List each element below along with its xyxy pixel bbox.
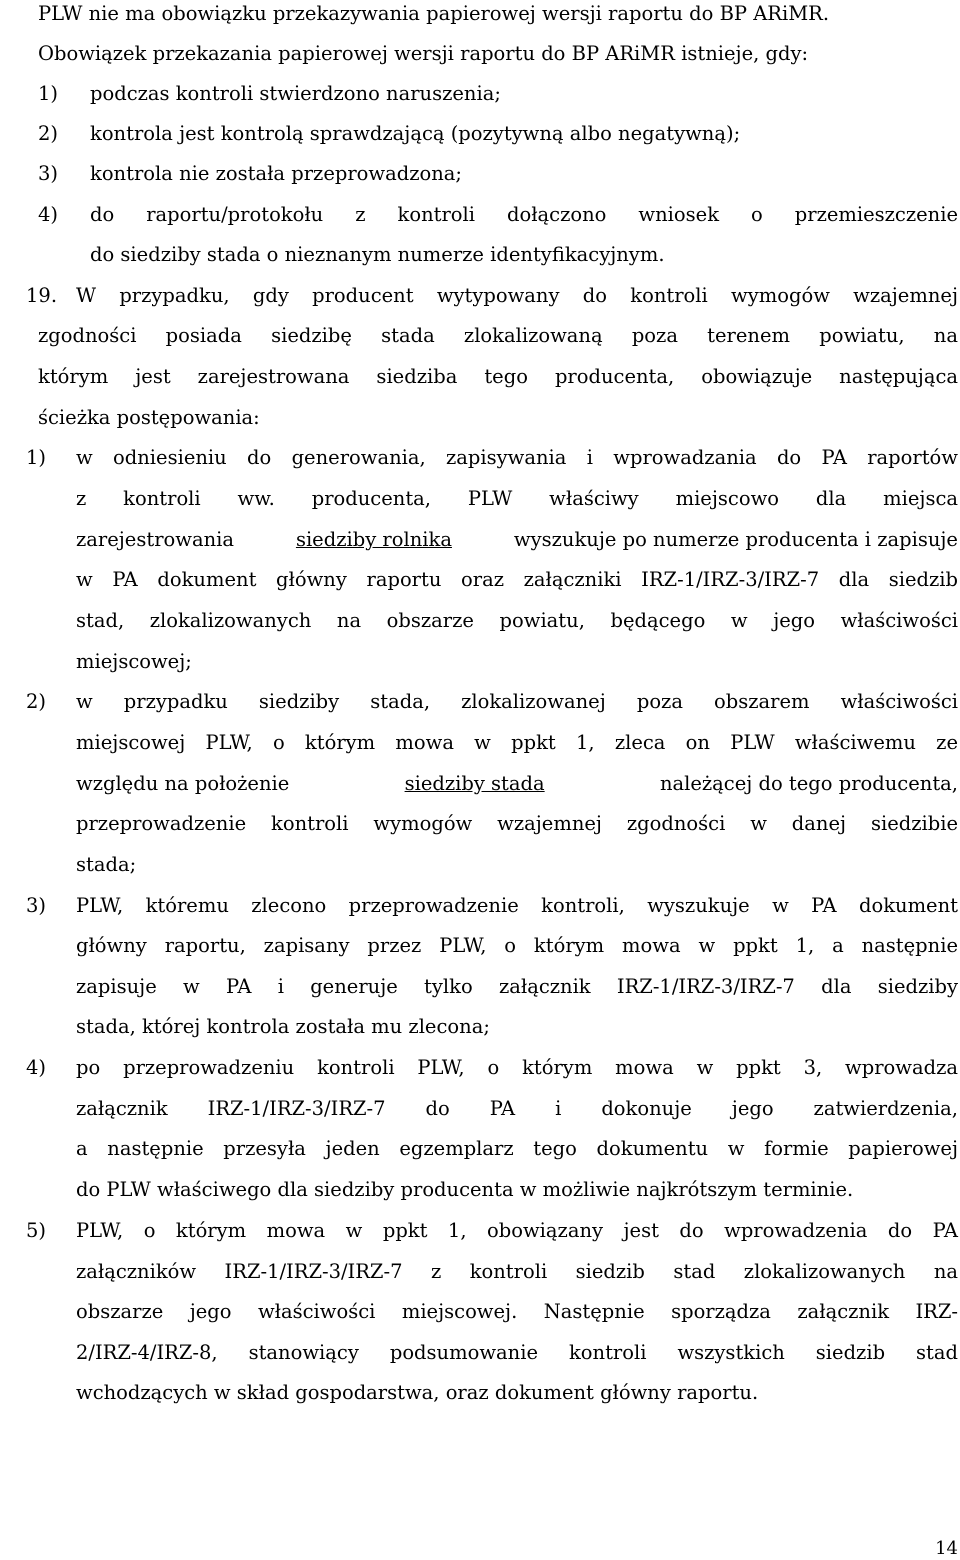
underlined-term: siedziby rolnika <box>295 528 452 551</box>
section-text: W przypadku, gdy producent wytypowany do kontroli wymogów wzajemnej <box>76 284 958 307</box>
list-item-text: załączników IRZ-1/IRZ-3/IRZ-7 z kontroli siedzib stad zlokalizowanych na <box>76 1260 958 1283</box>
intro-line: Obowiązek przekazania papierowej wersji raportu do BP ARiMR istnieje, gdy: <box>38 42 809 65</box>
list-item-text: z kontroli ww. producenta, PLW właściwy miejscowo dla miejsca <box>76 487 958 510</box>
list-item-text: po przeprowadzeniu kontroli PLW, o którym mowa w ppkt 3, wprowadza <box>76 1056 958 1079</box>
list-item-text: kontrola nie została przeprowadzona; <box>90 162 462 185</box>
list-item-text: zapisuje w PA i generuje tylko załącznik IRZ-1/IRZ-3/IRZ-7 dla siedziby <box>76 975 958 998</box>
section-text: ścieżka postępowania: <box>38 406 260 429</box>
list-item-text: stad, zlokalizowanych na obszarze powiatu, będącego w jego właściwości <box>76 609 958 632</box>
list-item-text: stada, której kontrola została mu zlecona; <box>76 1015 490 1038</box>
page-number: 14 <box>935 1538 958 1559</box>
intro-line: PLW nie ma obowiązku przekazywania papierowej wersji raportu do BP ARiMR. <box>38 2 830 25</box>
list-item-text: do siedziby stada o nieznanym numerze identyfikacyjnym. <box>90 243 665 266</box>
list-item-text: w odniesieniu do generowania, zapisywania i wprowadzania do PA raportów <box>76 446 958 469</box>
list-number: 3) <box>38 162 59 185</box>
list-number: 4) <box>26 1056 47 1079</box>
list-item-text: do raportu/protokołu z kontroli dołączono wniosek o przemieszczenie <box>90 203 958 226</box>
list-number: 5) <box>26 1219 47 1242</box>
list-item-text: obszarze jego właściwości miejscowej. Następnie sporządza załącznik IRZ- <box>76 1300 958 1323</box>
list-number: 1) <box>38 82 59 105</box>
list-number: 2) <box>38 122 59 145</box>
list-item-text: w PA dokument główny raportu oraz załączniki IRZ-1/IRZ-3/IRZ-7 dla siedzib <box>76 568 958 591</box>
section-text: zgodności posiada siedzibę stada zlokalizowaną poza terenem powiatu, na <box>38 324 958 347</box>
text-segment: wyszukuje po numerze producenta i zapisuje <box>513 528 958 551</box>
list-item-text: załącznik IRZ-1/IRZ-3/IRZ-7 do PA i dokonuje jego zatwierdzenia, <box>76 1097 958 1120</box>
underlined-term: siedziby stada <box>404 772 545 795</box>
list-number: 2) <box>26 690 47 713</box>
list-item-text: główny raportu, zapisany przez PLW, o którym mowa w ppkt 1, a następnie <box>76 934 958 957</box>
list-item-text: stada; <box>76 853 137 876</box>
list-item-text: do PLW właściwego dla siedziby producenta w możliwie najkrótszym terminie. <box>76 1178 854 1201</box>
list-number: 3) <box>26 894 47 917</box>
text-segment: należącej do tego producenta, <box>659 772 958 795</box>
list-item-text: kontrola jest kontrolą sprawdzającą (pozytywną albo negatywną); <box>90 122 741 145</box>
text-segment: zarejestrowania <box>76 528 234 551</box>
list-item-text: 2/IRZ-4/IRZ-8, stanowiący podsumowanie kontroli wszystkich siedzib stad <box>76 1341 958 1364</box>
list-item-text: podczas kontroli stwierdzono naruszenia; <box>90 82 501 105</box>
text-segment: względu na położenie <box>76 772 290 795</box>
list-item-text: wchodzących w skład gospodarstwa, oraz dokument główny raportu. <box>76 1381 759 1404</box>
list-item-text: miejscowej; <box>76 650 192 673</box>
list-item-text: przeprowadzenie kontroli wymogów wzajemnej zgodności w danej siedzibie <box>76 812 958 835</box>
section-text: którym jest zarejestrowana siedziba tego producenta, obowiązuje następująca <box>38 365 958 388</box>
list-item-text: PLW, o którym mowa w ppkt 1, obowiązany jest do wprowadzenia do PA <box>76 1219 958 1242</box>
list-item-text <box>76 526 958 554</box>
list-item-text: PLW, któremu zlecono przeprowadzenie kontroli, wyszukuje w PA dokument <box>76 894 958 917</box>
section-number: 19. <box>26 284 58 307</box>
list-item-text: miejscowej PLW, o którym mowa w ppkt 1, zleca on PLW właściwemu ze <box>76 731 958 754</box>
list-number: 1) <box>26 446 47 469</box>
list-item-text: w przypadku siedziby stada, zlokalizowanej poza obszarem właściwości <box>76 690 958 713</box>
list-number: 4) <box>38 203 59 226</box>
list-item-text: a następnie przesyła jeden egzemplarz tego dokumentu w formie papierowej <box>76 1137 958 1160</box>
list-item-text <box>76 770 958 798</box>
